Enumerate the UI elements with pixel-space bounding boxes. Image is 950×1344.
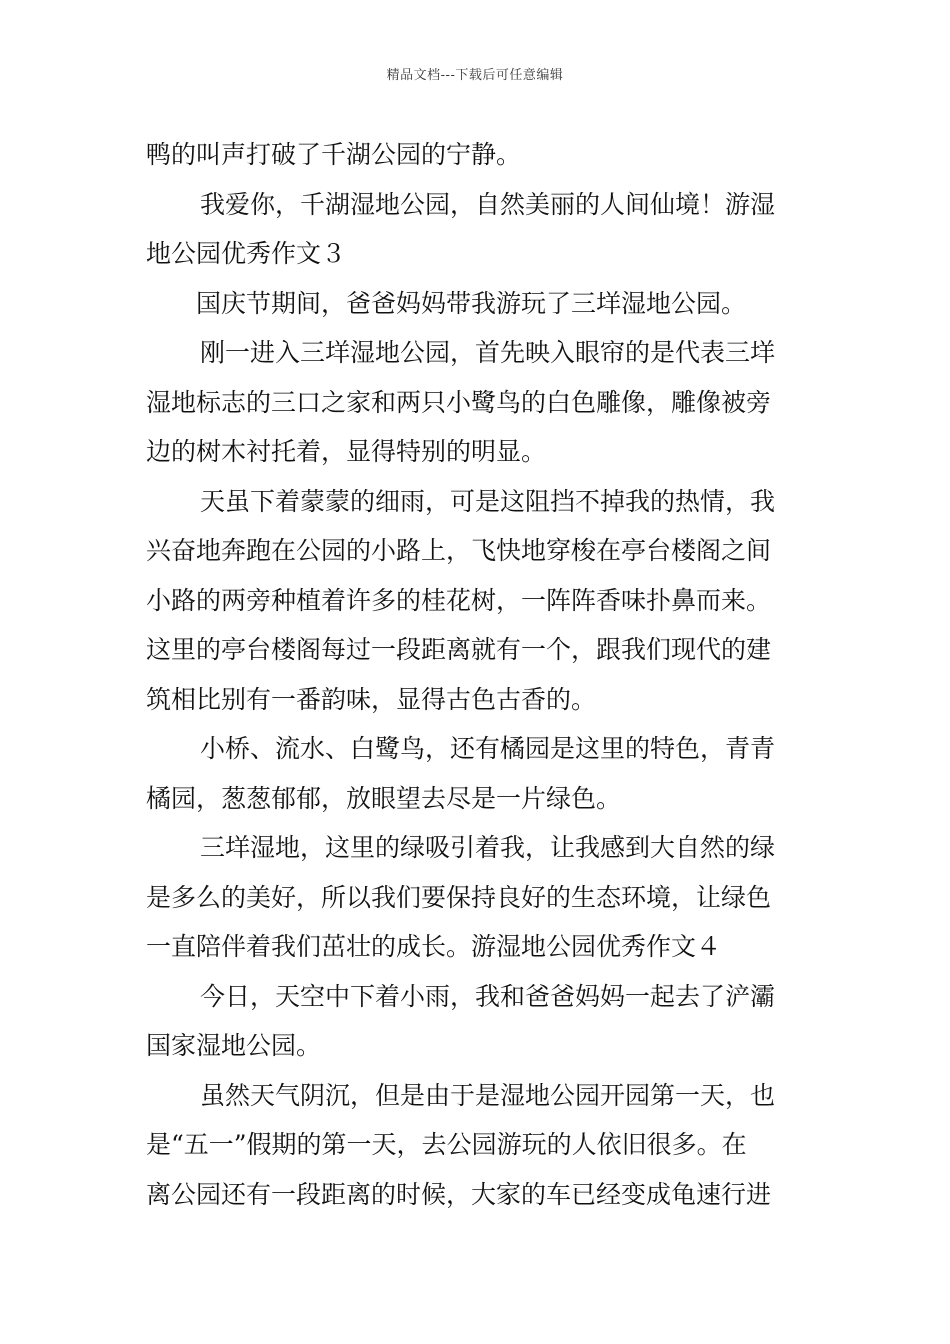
text-line: 国庆节期间，爸爸妈妈带我游玩了三垟湿地公园。 [196,288,747,318]
text-line: 小桥、流水、白鹭鸟，还有橘园是这里的特色，青青 [200,734,776,763]
text-line: 天虽下着蒙蒙的细雨，可是这阻挡不掉我的热情，我 [200,486,776,516]
text-line: 是“五一”假期的第一天，去公园游玩的人依旧很多。在 [146,1130,747,1159]
text-line: 一直陪伴着我们茁壮的成长。游湿地公园优秀作文４ [146,932,722,961]
text-line: 兴奋地奔跑在公园的小路上，飞快地穿梭在亭台楼阁之间 [146,536,772,565]
text-line: 三垟湿地，这里的绿吸引着我，让我感到大自然的绿 [200,833,776,862]
page-header: 精品文档---下载后可任意编辑 [386,68,564,83]
text-line: 这里的亭台楼阁每过一段距离就有一个，跟我们现代的建 [146,635,772,664]
text-line: 筑相比别有一番韵味，显得古色古香的。 [146,684,597,714]
text-line: 边的树木衬托着，显得特别的明显。 [146,437,547,466]
text-line: 今日，天空中下着小雨，我和爸爸妈妈一起去了浐灞 [200,981,776,1011]
text-line: 是多么的美好，所以我们要保持良好的生态环境，让绿色 [146,882,772,912]
text-line: 刚一进入三垟湿地公园，首先映入眼帘的是代表三垟 [200,338,776,367]
document-body [146,130,808,1219]
text-line: 橘园，葱葱郁郁，放眼望去尽是一片绿色。 [146,783,622,813]
text-line: 湿地标志的三口之家和两只小鹭鸟的白色雕像，雕像被旁 [146,387,772,417]
text-line: 鸭的叫声打破了千湖公园的宁静。 [146,140,522,169]
text-line: 我爱你，千湖湿地公园，自然美丽的人间仙境！游湿 [200,189,776,219]
text-line: 虽然天气阴沉，但是由于是湿地公园开园第一天，也 [200,1080,776,1110]
text-line: 国家湿地公园。 [146,1031,322,1060]
text-line: 小路的两旁种植着许多的桂花树，一阵阵香味扑鼻而来。 [146,585,772,615]
text-line: 离公园还有一段距离的时候，大家的车已经变成龟速行进 [146,1179,772,1209]
text-line: 地公园优秀作文３ [146,239,347,268]
